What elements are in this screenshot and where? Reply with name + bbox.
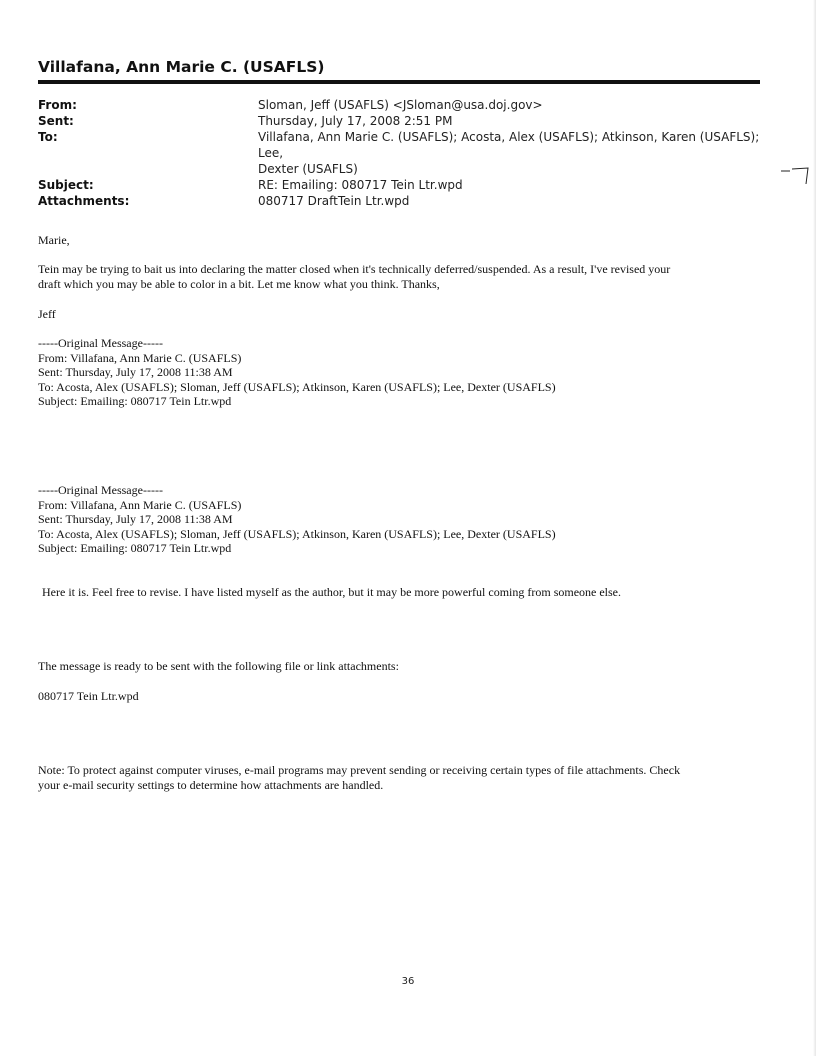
attachments-value: 080717 DraftTein Ltr.wpd — [258, 194, 410, 208]
ready-notice: The message is ready to be sent with the following file or link attachments: — [38, 659, 399, 673]
original-message-2 — [38, 483, 778, 556]
from-label: From: — [38, 98, 77, 112]
from-row — [38, 97, 778, 113]
subject-value: RE: Emailing: 080717 Tein Ltr.wpd — [258, 178, 463, 192]
sent-row — [38, 113, 778, 129]
mailbox-owner-name: Villafana, Ann Marie C. (USAFLS) — [38, 58, 325, 76]
subject-label: Subject: — [38, 178, 94, 192]
attachments-row — [38, 193, 778, 209]
header-rule — [38, 80, 760, 84]
reply-paragraph-line-1: Tein may be trying to bait us into declaring the matter closed when it's technically deferred/suspended. As a result, I've revised your — [38, 262, 671, 276]
original-message-1 — [38, 336, 778, 409]
original-divider: -----Original Message----- — [38, 336, 163, 350]
revise-note: Here it is. Feel free to revise. I have listed myself as the author, but it may be more powerful coming from someone else. — [42, 585, 622, 599]
original-sent: Sent: Thursday, July 17, 2008 11:38 AM — [38, 365, 233, 380]
original-subject: Subject: Emailing: 080717 Tein Ltr.wpd — [38, 394, 232, 409]
reply-paragraph — [38, 262, 778, 291]
to-value — [258, 129, 763, 177]
original-sent: Sent: Thursday, July 17, 2008 11:38 AM — [38, 512, 233, 527]
to-value-line-1: Villafana, Ann Marie C. (USAFLS); Acosta, Alex (USAFLS); Atkinson, Karen (USAFLS); Lee, — [258, 130, 760, 160]
to-value-line-2: Dexter (USAFLS) — [258, 162, 358, 176]
virus-note-line-1: Note: To protect against computer viruses, e-mail programs may prevent sending or receiving certain types of file attachments. Check — [38, 763, 681, 777]
email-header-block — [38, 97, 778, 209]
handwritten-mark-icon — [780, 163, 810, 185]
to-label: To: — [38, 130, 58, 144]
subject-row — [38, 177, 778, 193]
reply-paragraph-line-2: draft which you may be able to color in a bit. Let me know what you think. Thanks, — [38, 276, 440, 291]
page-number: 36 — [401, 976, 415, 987]
sent-label: Sent: — [38, 114, 74, 128]
original-to: To: Acosta, Alex (USAFLS); Sloman, Jeff (USAFLS); Atkinson, Karen (USAFLS); Lee, Dexter (USAFLS) — [38, 526, 556, 541]
to-row — [38, 129, 778, 177]
attachments-label: Attachments: — [38, 194, 130, 208]
sent-value: Thursday, July 17, 2008 2:51 PM — [258, 114, 453, 128]
attachment-filename: 080717 Tein Ltr.wpd — [38, 689, 139, 703]
signoff: Jeff — [38, 307, 56, 321]
virus-note — [38, 763, 778, 792]
original-subject: Subject: Emailing: 080717 Tein Ltr.wpd — [38, 541, 232, 556]
original-to: To: Acosta, Alex (USAFLS); Sloman, Jeff (USAFLS); Atkinson, Karen (USAFLS); Lee, Dexter (USAFLS) — [38, 379, 556, 394]
original-from: From: Villafana, Ann Marie C. (USAFLS) — [38, 350, 242, 365]
greeting: Marie, — [38, 233, 70, 247]
original-from: From: Villafana, Ann Marie C. (USAFLS) — [38, 497, 242, 512]
from-value: Sloman, Jeff (USAFLS) <JSloman@usa.doj.gov> — [258, 98, 543, 112]
original-divider: -----Original Message----- — [38, 483, 163, 497]
virus-note-line-2: your e-mail security settings to determine how attachments are handled. — [38, 777, 384, 792]
